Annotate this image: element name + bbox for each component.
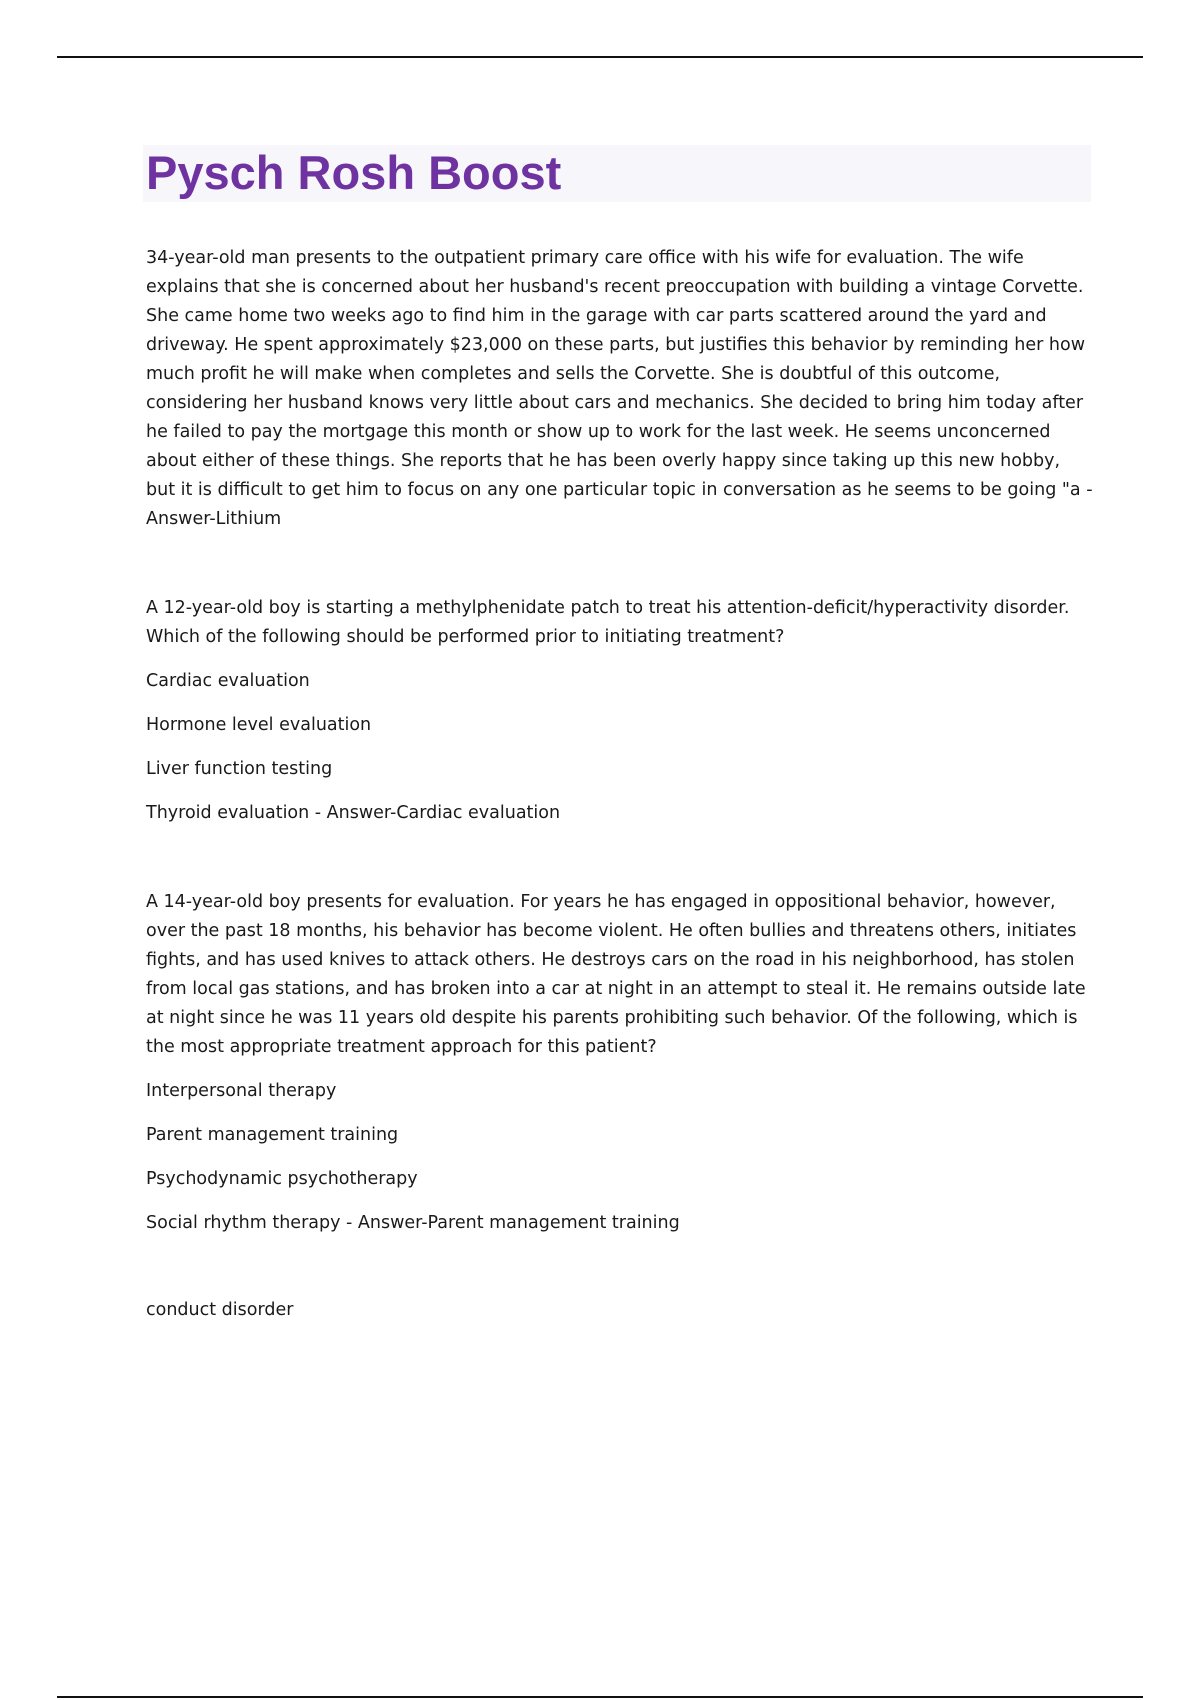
footnote: conduct disorder xyxy=(146,1300,294,1320)
answer-option: Hormone level evaluation xyxy=(146,715,372,735)
footer-rule xyxy=(57,1696,1143,1698)
document-body xyxy=(146,244,1094,1325)
question-stem: A 12-year-old boy is starting a methylphenidate patch to treat his attention-deficit/hyperactivity disorder. Which of the following should be performed prior to initiating treatment? xyxy=(146,598,1070,647)
question-stem: A 14-year-old boy presents for evaluation. For years he has engaged in oppositional behavior, however, over the past 18 months, his behavior has become violent. He often bullies and threatens others, initiates fights, and has used knives to attack others. He destroys cars on the road in his neighborhood, has stolen from local gas stations, and has broken into a car at night in an attempt to steal it. He remains outside late at night since he was 11 years old despite his parents prohibiting such behavior. Of the following, which is the most appropriate treatment approach for this patient? xyxy=(146,892,1086,1057)
answer-option: Cardiac evaluation xyxy=(146,671,310,691)
answer-option: Parent management training xyxy=(146,1125,399,1145)
question-stem: 34-year-old man presents to the outpatient primary care office with his wife for evaluation. The wife explains that she is concerned about her husband's recent preoccupation with building a vintage Corvette. She came home two weeks ago to find him in the garage with car parts scattered around the yard and driveway. He spent approximately $23,000 on these parts, but justifies this behavior by reminding her how much profit he will make when completes and sells the Corvette. She is doubtful of this outcome, considering her husband knows very little about cars and mechanics. She decided to bring him today after he failed to pay the mortgage this month or show up to work for the last week. He seems unconcerned about either of these things. She reports that he has been overly happy since taking up this new hobby, but it is difficult to get him to focus on any one particular topic in conversation as he seems to be going "a - Answer-Lithium xyxy=(146,248,1093,529)
header-rule xyxy=(57,56,1143,58)
answer-option: Thyroid evaluation - Answer-Cardiac evaluation xyxy=(146,803,561,823)
answer-option: Social rhythm therapy - Answer-Parent management training xyxy=(146,1213,680,1233)
question-block-2 xyxy=(146,594,1094,828)
answer-option: Interpersonal therapy xyxy=(146,1081,337,1101)
page-title: Pysch Rosh Boost xyxy=(146,146,562,199)
answer-option: Liver function testing xyxy=(146,759,333,779)
question-block-3 xyxy=(146,888,1094,1238)
answer-option: Psychodynamic psychotherapy xyxy=(146,1169,418,1189)
question-block-1 xyxy=(146,244,1094,534)
